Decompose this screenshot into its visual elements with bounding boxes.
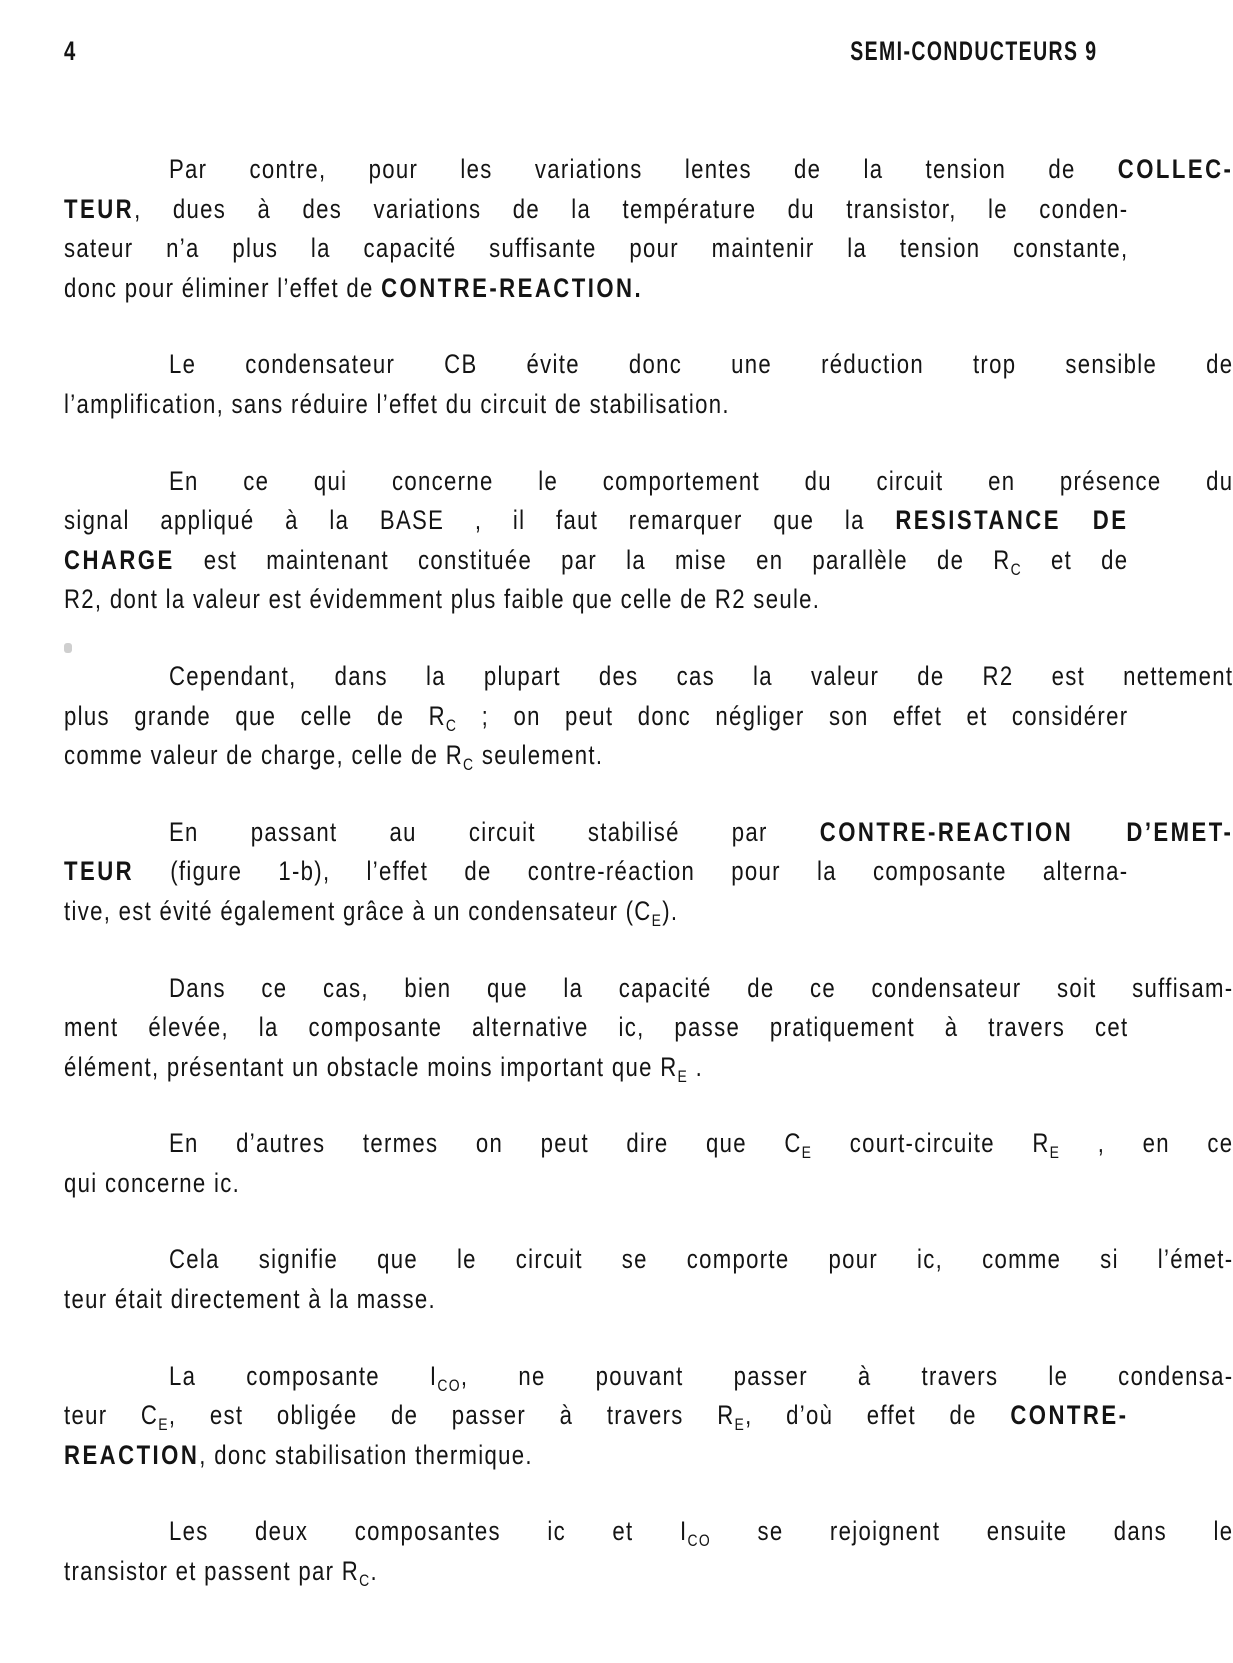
emphasized-term: CONTRE-	[1010, 1400, 1129, 1431]
running-title: SEMI-CONDUCTEURS 9	[850, 36, 1098, 66]
subscript: E	[734, 1415, 746, 1435]
subscript: E	[1049, 1143, 1061, 1163]
page-number: 4	[64, 36, 76, 66]
emphasized-term: RESISTANCE DE	[895, 505, 1129, 536]
subscript: C	[1010, 559, 1022, 579]
subscript: E	[677, 1066, 689, 1086]
paragraph	[64, 345, 1233, 424]
paragraph	[64, 657, 1233, 776]
paragraph	[64, 150, 1233, 308]
emphasized-term: TEUR	[64, 193, 135, 224]
subscript: E	[651, 910, 663, 930]
emphasized-term: CONTRE-REACTION.	[381, 272, 644, 303]
paragraph	[64, 969, 1233, 1088]
text-line: comme valeur de charge, celle de $R_C$ seulement.	[64, 740, 604, 775]
subscript: CO	[437, 1375, 461, 1395]
subscript: C	[463, 755, 475, 775]
paragraph	[64, 813, 1233, 932]
text-line: plus grande que celle de $R_C$ ; on peut donc négliger son effet et considérer	[64, 700, 1129, 735]
text-line: TEUR (figure 1-b), l’effet de contre-réaction pour la composante alterna-	[64, 856, 1129, 887]
text-line: signal appliqué à la BASE , il faut remarquer que la RESISTANCE DE	[64, 505, 1129, 536]
text-line: REACTION, donc stabilisation thermique.	[64, 1439, 533, 1470]
subscript: E	[158, 1415, 169, 1435]
text-line: En passant au circuit stabilisé par CONTRE-REACTION D’EMET-	[168, 816, 1233, 847]
paragraph	[64, 1512, 1233, 1591]
subscript: C	[445, 715, 458, 735]
text-line: Les deux composantes ic et $I_{CO}$ se rejoignent ensuite dans le	[168, 1516, 1233, 1551]
text-line: En ce qui concerne le comportement du circuit en présence du	[168, 465, 1233, 496]
text-line: La composante $I_{CO}$, ne pouvant passer à travers le condensa-	[168, 1360, 1233, 1395]
paragraph	[64, 1240, 1233, 1319]
text-line: Cela signifie que le circuit se comporte pour ic, comme si l’émet-	[168, 1244, 1233, 1275]
emphasized-term: REACTION	[64, 1439, 200, 1470]
text-line: élément, présentant un obstacle moins important que $R_E$ .	[64, 1051, 704, 1086]
emphasized-term: CHARGE	[64, 544, 175, 575]
text-line: En d’autres termes on peut dire que $C_E$ court-circuite $R_E$ , en ce	[168, 1128, 1233, 1163]
body-text	[64, 150, 1233, 1629]
text-line: teur était directement à la masse.	[64, 1284, 436, 1315]
text-line: donc pour éliminer l’effet de CONTRE-REACTION.	[64, 272, 644, 303]
paragraph	[64, 1124, 1233, 1203]
text-line: transistor et passent par $R_C$.	[64, 1556, 378, 1591]
page-header	[64, 28, 1098, 68]
text-line: l’amplification, sans réduire l’effet du circuit de stabilisation.	[64, 388, 730, 419]
text-line: tive, est évité également grâce à un condensateur $(C_E)$.	[64, 895, 679, 930]
subscript: CO	[687, 1531, 711, 1551]
text-line: Cependant, dans la plupart des cas la valeur de R2 est nettement	[168, 660, 1233, 691]
subscript: C	[359, 1571, 371, 1591]
text-line: teur $C_E$, est obligée de passer à travers $R_E$, d’où effet de CONTRE-	[64, 1400, 1129, 1435]
text-line: Par contre, pour les variations lentes de la tension de COLLEC-	[168, 154, 1233, 184]
emphasized-term: COLLEC-	[1117, 154, 1233, 184]
paragraph	[64, 462, 1233, 620]
text-line: CHARGE est maintenant constituée par la mise en parallèle de $R_C$ et de	[64, 544, 1129, 579]
text-line: sateur n’a plus la capacité suffisante pour maintenir la tension constante,	[64, 233, 1129, 264]
subscript: E	[801, 1143, 813, 1163]
text-line: qui concerne ic.	[64, 1167, 241, 1198]
text-line: ment élevée, la composante alternative ic, passe pratiquement à travers cet	[64, 1012, 1129, 1043]
text-line: TEUR, dues à des variations de la température du transistor, le conden-	[64, 193, 1129, 224]
text-line: Le condensateur CB évite donc une réduction trop sensible de	[168, 349, 1233, 380]
emphasized-term: CONTRE-REACTION D’EMET-	[819, 816, 1233, 847]
text-line: Dans ce cas, bien que la capacité de ce condensateur soit suffisam-	[168, 972, 1233, 1003]
text-line: R2, dont la valeur est évidemment plus faible que celle de R2 seule.	[64, 584, 821, 615]
paragraph	[64, 1357, 1233, 1476]
emphasized-term: TEUR	[64, 856, 135, 887]
